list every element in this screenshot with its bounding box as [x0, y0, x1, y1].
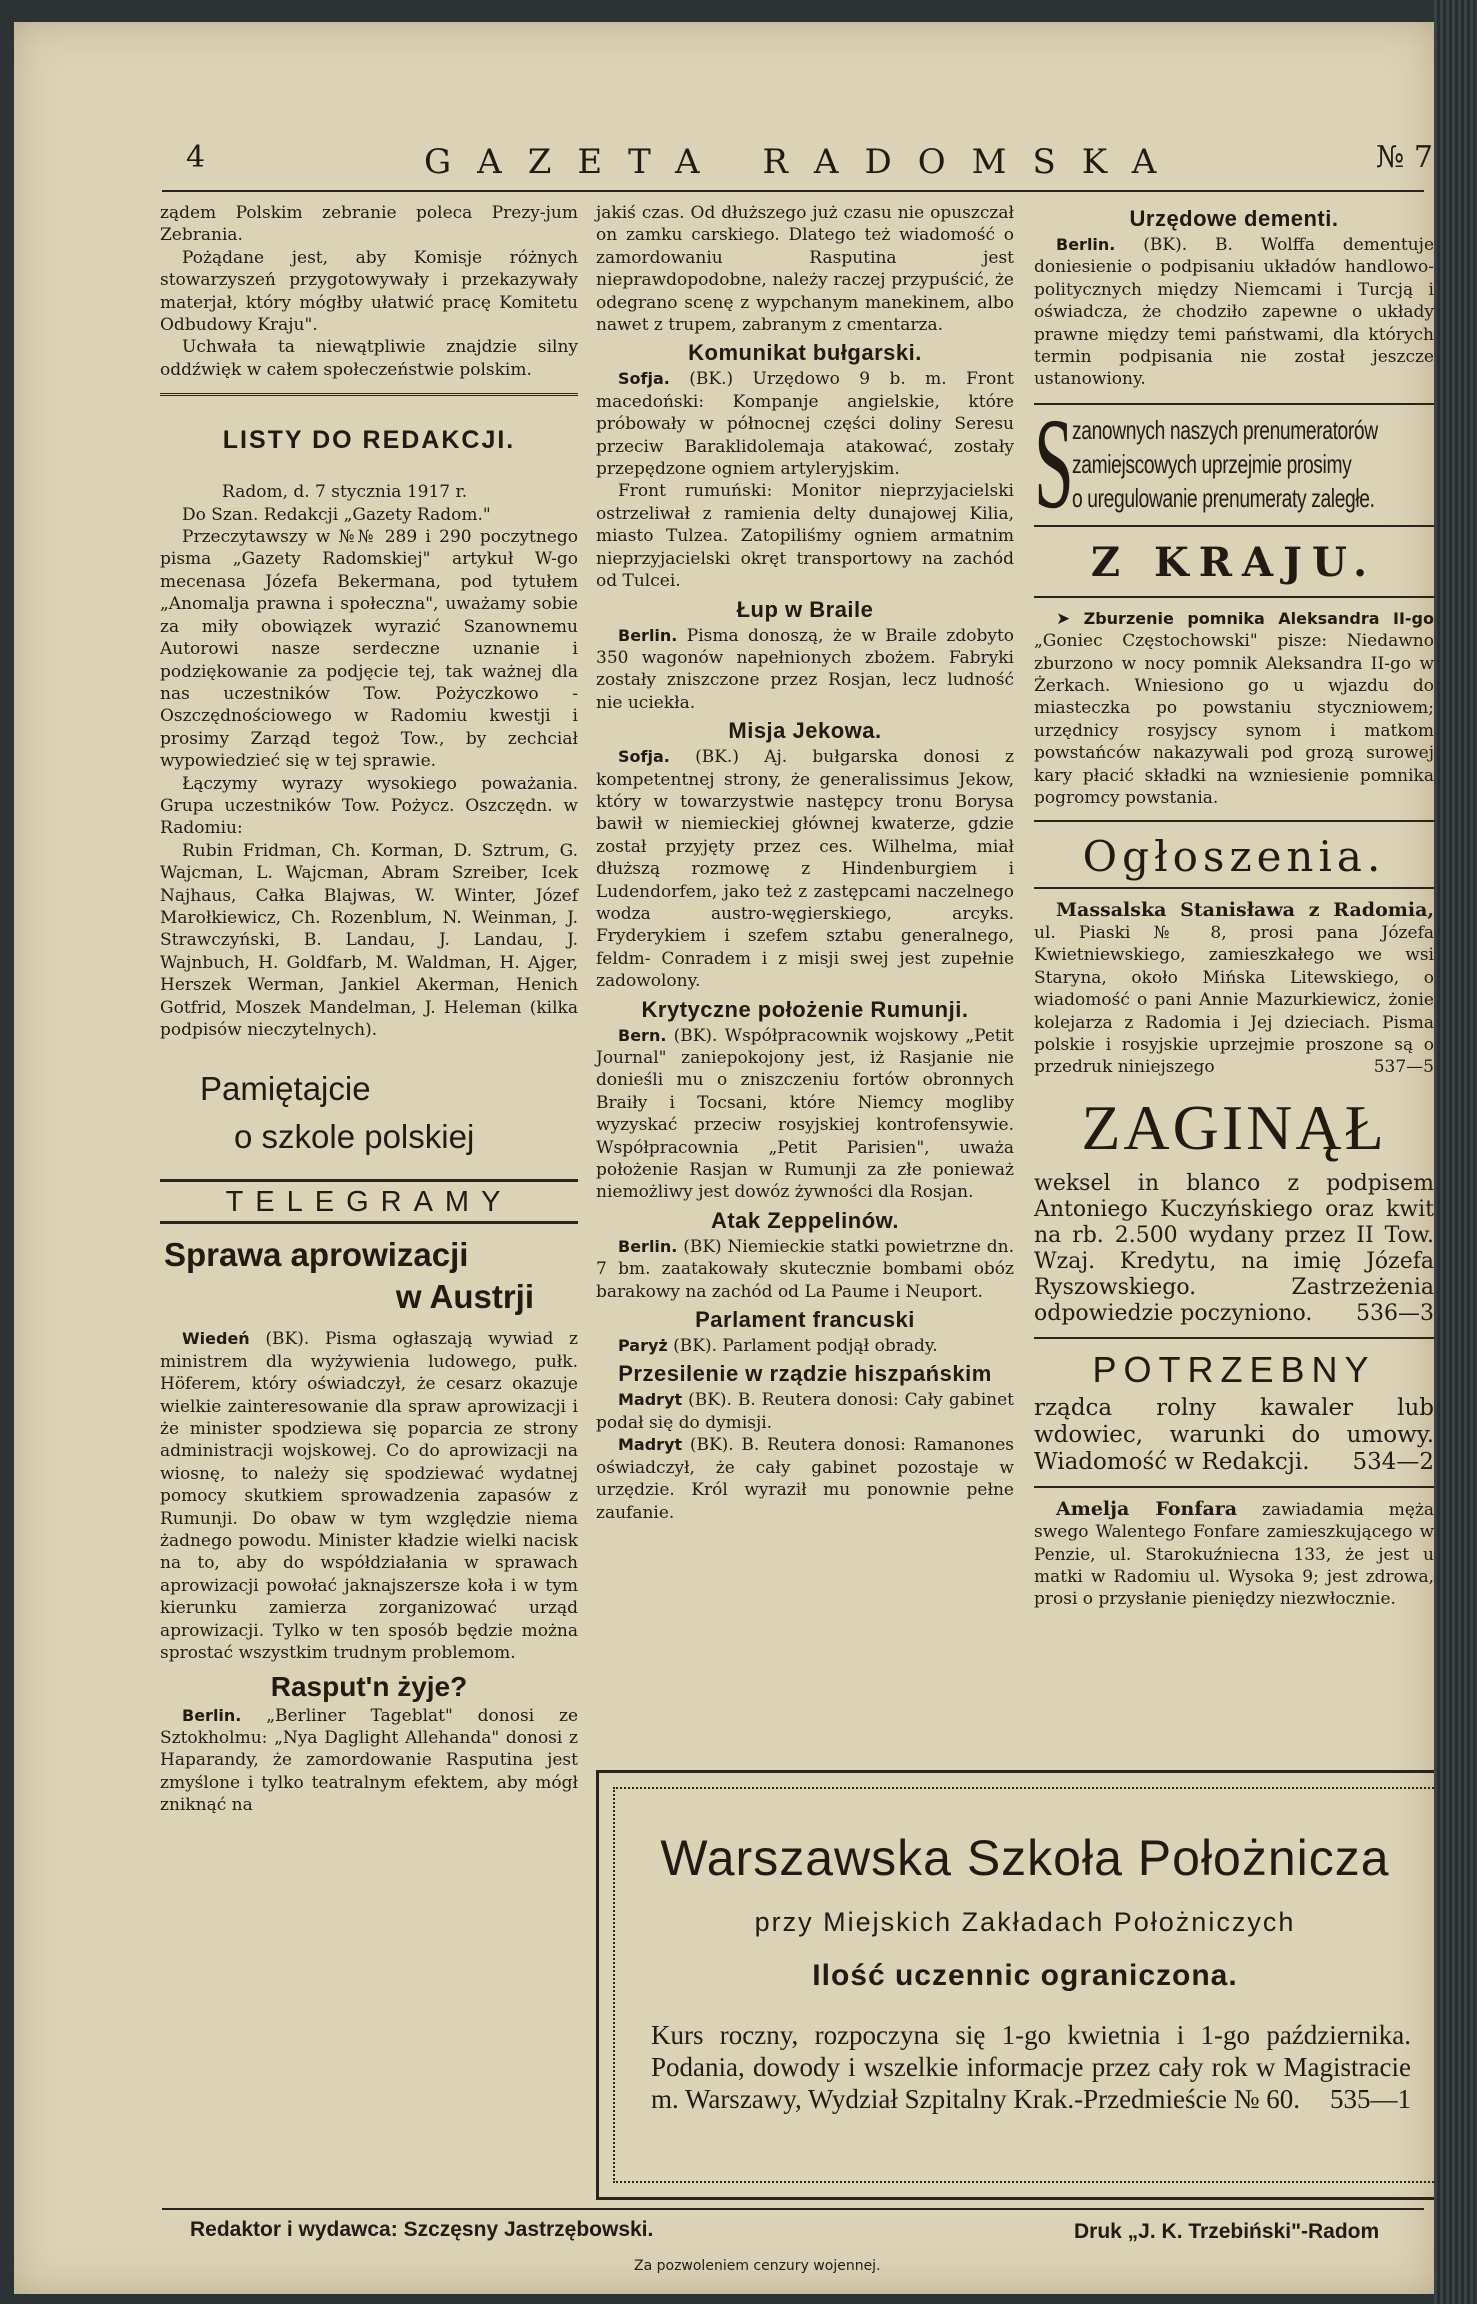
french-parliament-title: Parlament francuski	[695, 1307, 915, 1333]
dateline: Bern.	[618, 1025, 667, 1045]
classified-wanted	[1034, 1395, 1434, 1476]
school-advertisement	[596, 1770, 1434, 2200]
slogan-line-1: Pamiętajcie	[200, 1070, 371, 1108]
letter-recipient: Do Szan. Redakcji „Gazety Radom."	[182, 504, 491, 525]
dateline: Berlin.	[1056, 235, 1116, 254]
printer-credit: Druk „J. K. Trzebiński"-Radom	[1074, 2220, 1380, 2243]
article-text: (BK). Współpracownik wojskowy „Petit Journal" zaniepokojony jest, iż Rasjanie nie donieśli mu o zniszczeniu fortów obronnych Braiły i Tocsani, które Niemcy mogliby wyzyskać przeciw rosyjskiej kontrofensywie. Współpracownia „Petit Parisien", uważa położenie Rasjan w Rumunji za złe ponieważ niemożliwy jest dowóz żywności dla Rosjan.	[596, 1025, 1015, 1203]
classified-code: 536—3	[1356, 1300, 1434, 1326]
dateline: Madryt	[618, 1435, 683, 1455]
newspaper-page	[14, 22, 1434, 2294]
dateline: Sofja.	[618, 747, 670, 767]
article-text: (BK) Niemieckie statki powietrzne dn. 7 bm. zaatakowały skutecznie bombami obóz barakowy na zachód od La Paume i Neuport.	[596, 1236, 1015, 1302]
divider	[1034, 1337, 1434, 1339]
article-text: „Goniec Częstochowski" pisze: Niedawno zburzono w nocy pomnik Aleksandra II-go w Żerkach. Wniesiono go u wjazdu do miasteczka po powstaniu styczniowem; urzędnicy rosyjscy synom i matkom powstańców nakazywali pod grozą surowej kary płacić składki na wzniesienie pomnika pogromcy powstania.	[1034, 631, 1434, 809]
arrow-icon: ➤	[1056, 608, 1071, 629]
masthead-title: GAZETA RADOMSKA	[424, 142, 1183, 182]
classified-lost-bill	[1034, 1171, 1434, 1327]
monument-article	[1034, 608, 1434, 810]
dateline: Berlin.	[618, 1236, 678, 1256]
column-2	[596, 202, 1014, 1524]
ad-code: 535—1	[1330, 2084, 1411, 2114]
school-slogan	[160, 1065, 578, 1161]
divider	[160, 393, 578, 396]
issue-number: № 7	[1376, 140, 1434, 175]
ad-subtitle: przy Miejskich Zakładach Położniczych	[754, 1907, 1296, 1937]
article-text: „Berliner Tageblat" donosi ze Sztokholmu: „Nya Daglight Allehanda" donosi z Haparandy, że zamordowanie Rasputina jest zmyślone i tylko teatralnym efektem, aby mógł zniknąć na	[160, 1705, 579, 1816]
letter-body-1: Przeczytawszy w №№ 289 i 290 poczytnego pisma „Gazety Radomskiej" artykuł W-go mecenasa Józefa Bekermana, pod tytułem „Anomalja prawna i społeczna", uważamy sobie za miły obowiązek wyrazić Szanownemu Autorowi nasze serdeczne uznanie i podziękowanie za podjęcie tej, tak ważnej dla nas uczestników Tow. Pożyczkowo - Oszczędnościowego w Radomiu kwestji i prosimy Zarząd tegoż Tow., by zechciał wypowiedzieć się w tej sprawie.	[160, 527, 578, 772]
letters-heading: LISTY DO REDAKCJI.	[222, 426, 516, 455]
classified-text: ul. Piaski № 8, prosi pana Józefa Kwietniewskiego, zamieszkałego we wsi Staryna, około Mińska Litewskiego, o wiadomość o pani Annie Mazurkiewicz, żonie kolejarza z Radomia i Jej dzieciach. Pisma polskie i rosyjskie uprzejmie proszone są o przedruk niniejszego	[1034, 922, 1434, 1078]
classified-code: 537—5	[1373, 1057, 1434, 1078]
rasputin-body	[160, 1705, 578, 1817]
dateline: Berlin.	[182, 1705, 242, 1725]
romania-title: Krytyczne położenie Rumunji.	[641, 996, 969, 1022]
classified-massalska	[1034, 899, 1434, 1079]
article-text: (BK.) Urzędowo 9 b. m. Front macedoński: Kompanje angielskie, które próbowały w północnej części doliny Seresu przeciw Baraklidolemaja atakować, zostały przepędzone ogniem artyleryjskim.	[596, 369, 1015, 480]
intro-para-3: Uchwała ta niewątpliwie znajdzie silny oddźwięk w całem społeczeństwie polskim.	[160, 337, 578, 380]
letter-body-2: Łączymy wyrazy wysokiego poważania. Grupa uczestników Tow. Pożycz. Oszczędn. w Radomiu:	[160, 773, 578, 839]
classifieds-heading: Ogłoszenia.	[1082, 831, 1386, 881]
intro-para-2: Pożądane jest, aby Komisje różnych stowarzyszeń przygotowywały i przekazywały materjał, który mógłby ułatwić pracę Komitetu Odbudowy Kraju".	[160, 247, 578, 336]
notice-line-2: zamiejscowych uprzejmie prosimy	[1072, 448, 1352, 479]
article-text: (BK). Pisma ogłaszają wywiad z ministrem dla wyżywienia ludowego, pułk. Höferem, który oświadczył, że cesarz okazuje wielkie zainteresowanie dla spraw aprowizacji i że minister spodziewa się poparcia ze strony administracji wojskowej. Co do aprowizacji na wiosnę, to należy się spodziewać wydatnej pomocy skutkiem sprowadzenia zapasów z Rumunji. Do obaw w tym względzie niema żadnego powodu. Minister kładzie wielki nacisk na to, aby do współdziałania w sprawach aprowizacji powołać jaknajszersze koła i w tym kierunku zamierza zorganizować urząd aprowizacji. Tylko w ten sposób będzie można sprostać wszystkim trudnym problemom.	[160, 1329, 579, 1664]
divider	[1034, 596, 1434, 598]
article-text: (BK). B. Reutera donosi: Ramanones oświadczył, że cały gabinet pozostaje w urzędzie. Król wyraził mu ponownie pełne zaufanie.	[596, 1435, 1015, 1523]
notice-initial: S	[1034, 391, 1074, 536]
divider	[1034, 887, 1434, 889]
article-text: Pisma donoszą, że w Braile zdobyto 350 wagonów napełnionych zbożem. Fabryki zostały zniszczone przez Rosjan, lecz ludność nie uciekła.	[596, 625, 1015, 713]
article-text: (BK.) Aj. bułgarska donosi z kompetentnej strony, że generalissimus Jekow, który w towarzystwie następcy tronu Borysa bawił w niemieckiej głównej kwaterze, gdzie został przyjęty przez ces. Wilhelma, miał dłuższą rozmowę z Hindenburgiem i Ludendorfem, jako też z zastępcami naczelnego wodza austro-węgierskiego, arcyks. Fryderykiem i szefem sztabu generalnego, feldm- Conradem i z misji swej jest zupełnie zadowolony.	[596, 747, 1015, 992]
notice-line-1: zanownych naszych prenumeratorów	[1072, 414, 1378, 445]
aprowizacja-title	[160, 1234, 578, 1318]
letter-signatories: Rubin Fridman, Ch. Korman, D. Sztrum, G. Wajcman, L. Wajcman, Abram Szreiber, Icek Najhaus, Całka Blajwas, W. Winter, Józef Marołkiewicz, Ch. Rozenblum, N. Weinman, J. Strawczyński, B. Landau, J. Landau, J. Wajnbuch, H. Goldfarb, M. Waldman, H. Ajger, Herszek Werman, Jankiel Akerman, Henich Gotfrid, Moszek Mandelman, J. Heleman (kilka podpisów nieczytelnych).	[160, 840, 578, 1040]
spanish-crisis-body-2	[596, 1434, 1014, 1524]
monument-lead: Zburzenie pomnika Aleksandra II-go	[1083, 608, 1434, 628]
braila-title: Łup w Braile	[736, 596, 874, 622]
ad-text: Kurs roczny, rozpoczyna się 1-go kwietnia i 1-go października. Podania, dowody i wszelkie informacje przez cały rok w Magistracie m. Warszawy, Wydział Szpitalny Krak.-Przedmieście № 60.	[651, 2020, 1411, 2114]
zeppelin-body	[596, 1236, 1014, 1303]
page-header	[14, 140, 1434, 190]
jekow-title: Misja Jekowa.	[728, 718, 882, 744]
classified-name: Massalska Stanisława z Radomia,	[1056, 898, 1434, 921]
classified-text: rządca rolny kawaler lub wdowiec, warunki do umowy. Wiadomość w Redakcji.	[1034, 1394, 1434, 1475]
page-number: 4	[186, 140, 206, 175]
divider	[1034, 1486, 1434, 1488]
dateline: Sofja.	[618, 369, 670, 389]
subscription-notice	[1034, 391, 1434, 536]
notice-line-3: o uregulowanie prenumeraty zaległe.	[1072, 482, 1375, 513]
spanish-crisis-body-1	[596, 1389, 1014, 1434]
bulgarian-body	[596, 368, 1014, 480]
wanted-heading: POTRZEBNY	[1092, 1348, 1376, 1390]
dateline: Berlin.	[618, 625, 678, 645]
dementi-title: Urzędowe dementi.	[1129, 206, 1339, 231]
ad-title: Warszawska Szkoła Położnicza	[660, 1830, 1390, 1886]
telegrams-banner: TELEGRAMY	[160, 1179, 578, 1224]
romania-body	[596, 1025, 1014, 1204]
aprowizacja-title-line-2: w Austrji	[395, 1278, 534, 1316]
classified-fonfara	[1034, 1498, 1434, 1611]
spanish-crisis-title: Przesilenie w rządzie hiszpańskim	[618, 1361, 992, 1387]
bulgarian-title: Komunikat bułgarski.	[688, 340, 922, 366]
classified-name: Amelja Fonfara	[1056, 1497, 1238, 1520]
domestic-news-heading: Z KRAJU.	[1090, 538, 1378, 586]
classified-text: zawiadamia męża swego Walentego Fonfare zamieszkującego w Penzie, ul. Starokuźniecna 133, że jest u matki w Radomiu ul. Wysoka 9; jest zdrowa, prosi o przysłanie pieniędzy niezwłocznie.	[1034, 1499, 1434, 1610]
censor-note: Za pozwoleniem cenzury wojennej.	[634, 2258, 881, 2274]
column-1	[160, 202, 578, 1817]
french-parliament-body	[596, 1335, 1014, 1357]
column-3	[1034, 202, 1434, 1611]
zeppelin-title: Atak Zeppelinów.	[710, 1207, 900, 1233]
slogan-line-2: o szkole polskiej	[234, 1118, 475, 1156]
classified-code: 534—2	[1352, 1448, 1434, 1475]
braila-body	[596, 625, 1014, 715]
aprowizacja-body	[160, 1328, 578, 1664]
bulgarian-body-2: Front rumuński: Monitor nieprzyjacielski ostrzeliwał z ramienia delty dunajowej Kilia, miasto Tulzea. Zatopiliśmy ogniem armatnim nieprzyjacielski okręt transportowy na zachód od Tulcei.	[596, 481, 1014, 592]
dateline: Paryż	[618, 1336, 668, 1356]
article-text: (BK). B. Reutera donosi: Cały gabinet podał się do dymisji.	[596, 1390, 1014, 1433]
aprowizacja-title-line-1: Sprawa aprowizacji	[164, 1236, 469, 1274]
dateline: Wiedeń	[182, 1329, 250, 1349]
ad-limit: Ilość uczennic ograniczona.	[812, 1959, 1238, 1992]
rasputin-title: Rasput'n żyje?	[270, 1670, 468, 1702]
dementi-body	[1034, 234, 1434, 391]
jekow-body	[596, 746, 1014, 992]
ad-body	[651, 2019, 1411, 2115]
divider	[1034, 820, 1434, 822]
header-rule	[162, 190, 1424, 192]
article-text: (BK). B. Wolffa dementuje doniesienie o podpisaniu układów handlowo-politycznych między Niemcami i Turcją i oświadcza, że chodziło zapewne o układy prawne między temi państwami, dla których termin podpisania nie został jeszcze ustanowiony.	[1034, 235, 1434, 390]
letter-date: Radom, d. 7 stycznia 1917 r.	[222, 482, 468, 503]
editor-credit: Redaktor i wydawca: Szczęsny Jastrzębowski.	[190, 2218, 654, 2241]
rasputin-continued: jakiś czas. Od dłuższego już czasu nie opuszczał on zamku carskiego. Dlatego też wiadomość o zamordowaniu Rasputina jest nieprawdopodobne, należy raczej przypuścić, że odegrano scenę z wypchanym manekinem, albo nawet z trupem, zabranym z cmentarza.	[596, 203, 1014, 336]
article-text: (BK). Parlament podjął obrady.	[673, 1336, 938, 1357]
book-binding-edge	[1434, 0, 1477, 2304]
intro-para-1: ządem Polskim zebranie poleca Prezy-jum Zebrania.	[160, 203, 578, 246]
footer-rule	[162, 2208, 1424, 2210]
classified-text: weksel in blanco z podpisem Antoniego Kuczyńskiego oraz kwit na rb. 2.500 wydany przez II Tow. Wzaj. Kredytu, na imię Józefa Ryszowskiego. Zastrzeżenia odpowiedzie poczyniono.	[1034, 1170, 1434, 1326]
lost-heading: ZAGINĄŁ	[1081, 1091, 1387, 1163]
dateline: Madryt	[618, 1390, 683, 1410]
